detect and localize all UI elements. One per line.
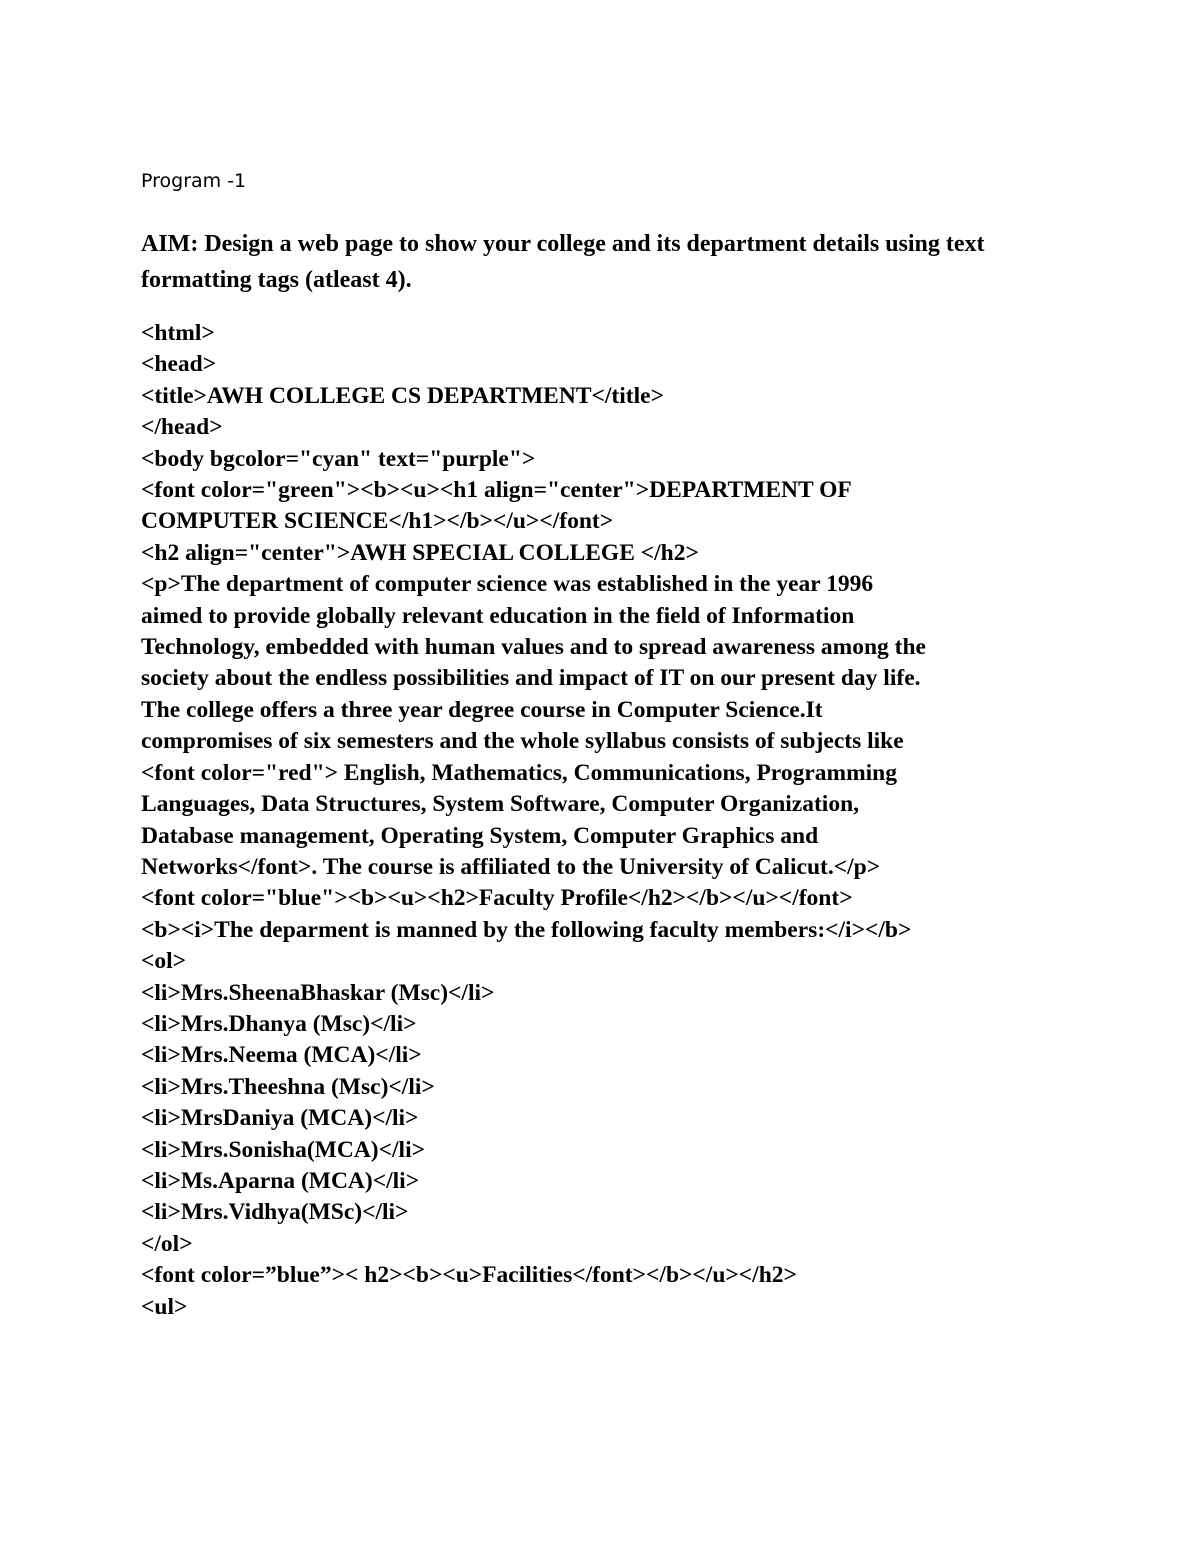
code-line: <h2 align="center">AWH SPECIAL COLLEGE </h2> xyxy=(141,539,699,566)
code-line: <font color="blue"><b><u><h2>Faculty Profile</h2></b></u></font> xyxy=(141,885,853,912)
code-line: <html> xyxy=(141,320,215,346)
code-line: <font color="red"> English, Mathematics, Communications, Programming xyxy=(141,759,897,786)
code-line: Database management, Operating System, Computer Graphics and xyxy=(141,822,819,849)
code-line: compromises of six semesters and the whole syllabus consists of subjects like xyxy=(141,728,904,755)
code-line: <font color=”blue”>< h2><b><u>Facilities</font></b></u></h2> xyxy=(141,1262,797,1289)
code-line: <li>MrsDaniya (MCA)</li> xyxy=(141,1105,419,1132)
code-line: <li>Mrs.Sonisha(MCA)</li> xyxy=(141,1136,425,1163)
code-line: <p>The department of computer science was established in the year 1996 xyxy=(141,571,874,598)
code-line: Technology, embedded with human values and to spread awareness among the xyxy=(141,634,926,661)
code-line: <ul> xyxy=(141,1293,188,1320)
code-line: <font color="green"><b><u><h1 align="center">DEPARTMENT OF xyxy=(141,477,852,504)
code-line: </ol> xyxy=(141,1230,193,1257)
code-line: COMPUTER SCIENCE</h1></b></u></font> xyxy=(141,508,614,535)
code-line: <title>AWH COLLEGE CS DEPARTMENT</title> xyxy=(141,382,664,409)
code-listing xyxy=(141,318,1091,1323)
code-line: The college offers a three year degree course in Computer Science.It xyxy=(141,696,823,723)
code-line: <li>Mrs.Vidhya(MSc)</li> xyxy=(141,1199,409,1226)
code-line: <li>Mrs.SheenaBhaskar (Msc)</li> xyxy=(141,979,495,1006)
code-line: <head> xyxy=(141,351,217,378)
aim-statement: AIM: Design a web page to show your college and its department details using text formatting tags (atleast 4). xyxy=(141,231,985,293)
code-line: Networks</font>. The course is affiliated to the University of Calicut.</p> xyxy=(141,853,881,880)
code-line: Languages, Data Structures, System Software, Computer Organization, xyxy=(141,791,860,818)
code-line: <ol> xyxy=(141,948,187,975)
code-line: <b><i>The deparment is manned by the following faculty members:</i></b> xyxy=(141,916,912,943)
program-heading: Program -1 xyxy=(141,170,247,192)
code-line: society about the endless possibilities and impact of IT on our present day life. xyxy=(141,665,921,692)
code-line: <li>Mrs.Dhanya (Msc)</li> xyxy=(141,1010,417,1037)
code-line: <li>Mrs.Neema (MCA)</li> xyxy=(141,1042,422,1069)
code-line: <body bgcolor="cyan" text="purple"> xyxy=(141,445,536,472)
code-line: aimed to provide globally relevant education in the field of Information xyxy=(141,602,855,629)
code-line: <li>Ms.Aparna (MCA)</li> xyxy=(141,1167,420,1194)
code-line: <li>Mrs.Theeshna (Msc)</li> xyxy=(141,1073,435,1100)
code-line: </head> xyxy=(141,414,223,441)
